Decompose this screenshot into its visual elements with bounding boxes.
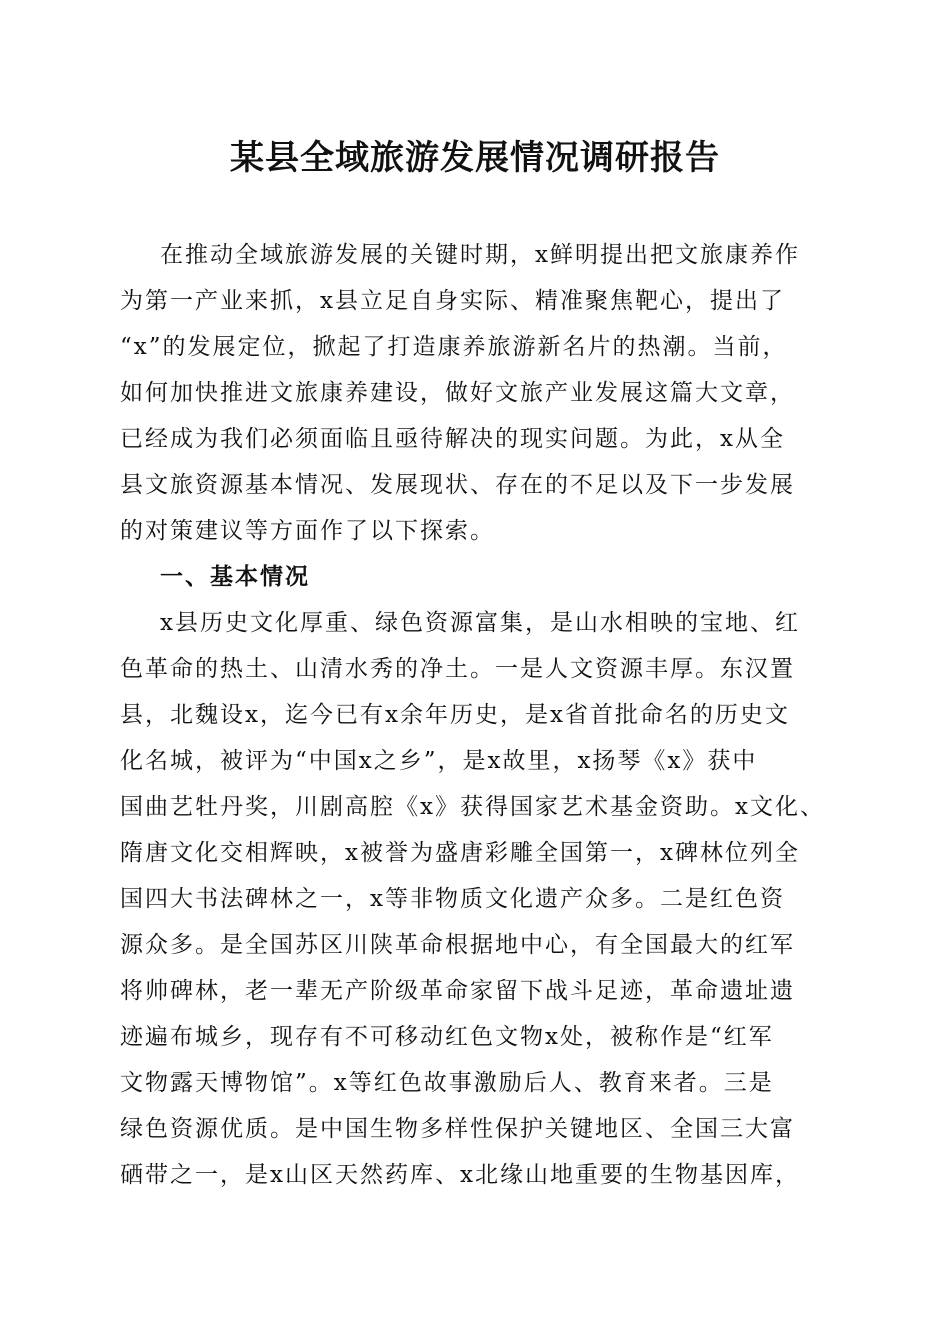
paragraph-line: 将帅碑林，老一辈无产阶级革命家留下战斗足迹，革命遗址遗 — [120, 978, 795, 1004]
paragraph-line: 如何加快推进文旅康养建设，做好文旅产业发展这篇大文章， — [120, 380, 795, 406]
paragraph-line: 在推动全域旅游发展的关键时期，x鲜明提出把文旅康养作 — [160, 242, 800, 268]
paragraph-line: 国曲艺牡丹奖，川剧高腔《x》获得国家艺术基金资助。x文化、 — [120, 794, 825, 820]
section-heading: 一、基本情况 — [160, 564, 310, 590]
paragraph-line: 源众多。是全国苏区川陕革命根据地中心，有全国最大的红军 — [120, 932, 795, 958]
paragraph-line: 隋唐文化交相辉映，x被誉为盛唐彩雕全国第一，x碑林位列全 — [120, 840, 800, 866]
paragraph-line: 硒带之一，是x山区天然药库、x北缘山地重要的生物基因库， — [120, 1162, 800, 1188]
paragraph-line: “x”的发展定位，掀起了打造康养旅游新名片的热潮。当前， — [120, 334, 788, 360]
intro-paragraph — [120, 232, 830, 554]
paragraph-line: 迹遍布城乡，现存有不可移动红色文物x处，被称作是“红军 — [120, 1024, 774, 1050]
document-body — [120, 232, 830, 1198]
paragraph-line: 县，北魏设x，迄今已有x余年历史，是x省首批命名的历史文 — [120, 702, 790, 728]
paragraph-line: 的对策建议等方面作了以下探索。 — [120, 518, 495, 544]
paragraph-line: 国四大书法碑林之一，x等非物质文化遗产众多。二是红色资 — [120, 886, 785, 912]
paragraph-line: 绿色资源优质。是中国生物多样性保护关键地区、全国三大富 — [120, 1116, 795, 1142]
document-title: 某县全域旅游发展情况调研报告 — [230, 138, 720, 178]
paragraph-line: 色革命的热土、山清水秀的净土。一是人文资源丰厚。东汉置 — [120, 656, 795, 682]
paragraph-line: 化名城，被评为“中国x之乡”，是x故里，x扬琴《x》获中 — [120, 748, 758, 774]
paragraph-line: 文物露天博物馆”。x等红色故事激励后人、教育来者。三是 — [120, 1070, 774, 1096]
paragraph-line: 县文旅资源基本情况、发展现状、存在的不足以及下一步发展 — [120, 472, 795, 498]
paragraph-line: x县历史文化厚重、绿色资源富集，是山水相映的宝地、红 — [160, 610, 800, 636]
section-paragraph — [120, 600, 830, 1198]
paragraph-line: 已经成为我们必须面临且亟待解决的现实问题。为此，x从全 — [120, 426, 785, 452]
paragraph-line: 为第一产业来抓，x县立足自身实际、精准聚焦靶心，提出了 — [120, 288, 785, 314]
